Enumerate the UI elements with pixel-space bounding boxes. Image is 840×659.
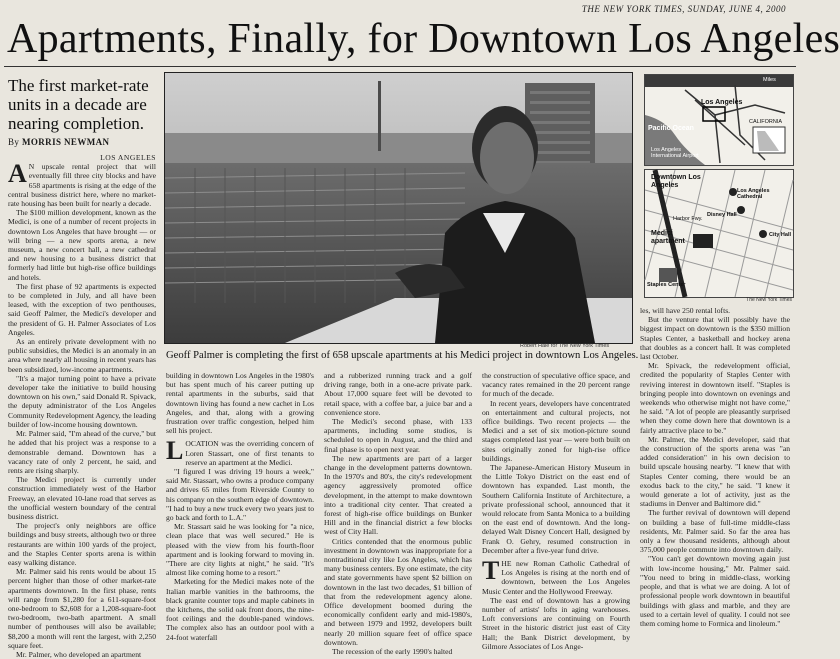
section-lead: LOCATION was the overriding concern of Loren Stassart, one of first tenants to reserve an apartment at the Medici. (166, 436, 314, 467)
paragraph: Mr. Palmer said his rents would be about 15 percent higher than those of other market-rate apartments downtown. In the first phase, rents will range from $1,280 for a 611-square-foot one-bedroom to $2,608 for a 1,208-square-foot two-bedroom, two-bath apartment. A small number of penthouses will also be available; $8,200 a month will rent the largest, with 2,250 square feet. (8, 567, 156, 650)
paragraph: "It's a major turning point to have a private developer take the initiative to build housing downtown on his own," said Donald R. Spivack, the deputy administrator of the Los Angeles Community Redevelopment Agency, the leading builder of low-income housing downtown. (8, 373, 156, 429)
downtown-map (644, 169, 794, 298)
column-1 (8, 153, 156, 659)
paragraph: The Japanese-American History Museum in the Little Tokyo District on the east end of downtown has expanded. Last month, the Southern California Institute of Architecture, a private professional school, announced that it would relocate from Santa Monica to a building on the east end of downtown. And the long-delayed Walt Disney Concert Hall, designed by Frank O. Gehry, resumed construction in December after a five-year fund drive. (482, 463, 630, 555)
paragraph: building in downtown Los Angeles in the 1980's but has spent much of his career putting up rental apartments in the suburbs, said that downtown living has found a new cachet in Los Angeles, and that, along with a growing frustration over traffic congestion, helped him sell his project. (166, 371, 314, 436)
map1-label-miles: Miles (763, 77, 776, 83)
dateline: LOS ANGELES (100, 153, 156, 162)
paragraph: The first phase of 92 apartments is expected to be completed in July, and all have been leased, with the exception of two penthouses, said Geoff Palmer, the Medici's developer and the president of G. H. Palmer Associates of Los Angeles. (8, 281, 156, 337)
paragraph: les, will have 250 rental lofts. (640, 306, 731, 315)
paragraph: Mr. Palmer said, "I'm ahead of the curve," but he added that his project was a response to a demonstrable demand. Downtown has a vacancy rate of only 2 percent, he said, and rents are rising sharply. (8, 429, 156, 475)
map2-label-disney-hall: Disney Hall (707, 212, 737, 218)
map2-label-city-hall: City Hall (769, 232, 792, 238)
paragraph: Mr. Spivack, the redevelopment official, credited the popularity of Staples Center with reviving interest in downtown itself. "Staples is bringing people into downtown on evenings and weekends who otherwise might not have come," he said. "A lot of people are pleasantly surprised when they come down here that downtown is a fairly attractive place to be." (640, 361, 790, 435)
photo-caption: Geoff Palmer is completing the first of 658 upscale apartments at his Medici project in downtown Los Angeles. (166, 350, 639, 361)
photo-illustration (165, 73, 632, 343)
paragraph: The east end of downtown has a growing number of artists' lofts in aging warehouses. Loft conversions are continuing on Fourth Street in the historic district just east of City Hall; the Bank District development, by Gilmore Associates of Los Ange- (482, 595, 630, 651)
section-lead: THE new Roman Catholic Cathedral of Los Angeles is rising at the north end of downtown, between the Los Angeles Music Center and the Hollywood Freeway. (482, 556, 630, 596)
map1-label-airport: Los Angeles International Airport (651, 147, 699, 159)
map1-label-la: Los Angeles (701, 99, 743, 106)
map2-label-staples: Staples Center (647, 282, 686, 288)
headline-rule (4, 66, 796, 67)
paragraph: Mr. Stassart said he was looking for "a nice, clean place that was well secured." He is pleased with the view from his fourth-floor apartment and is looking forward to moving in. "There are city lights at night," he said. "It's almost like coming home to a resort." (166, 522, 314, 578)
map2-label-downtown: Downtown Los Angeles (651, 174, 701, 189)
column-3 (324, 371, 472, 657)
paragraph: The Medici's second phase, with 133 apartments, including some studios, is scheduled to open in August, and the third and final phase is to open next year. (324, 417, 472, 454)
paragraph: "I figured I was driving 19 hours a week," said Mr. Stassart, who owns a produce company and drives 65 miles from Riverside County to his company on the southern edge of downtown. "I had to buy a new truck every two years just to go back and forth to L.A." (166, 467, 314, 523)
paragraph: The new apartments are part of a larger change in the development patterns downtown. In the 1970's and 80's, the city's redevelopment agency aggressively promoted office development, in the attempt to make downtown into a traditional city center. That created a forest of high-rise office buildings on Bunker Hill and in the financial district a few blocks west of City Hall. (324, 453, 472, 537)
dropcap: T (482, 556, 500, 586)
paragraph: The project's only neighbors are office buildings and busy streets, although two or three restaurants are within 100 yards of the project, and the Staples Center sports arena is within easy walking distance. (8, 521, 156, 567)
deck: The first market-rate units in a decade are nearing completion. (8, 76, 149, 133)
paragraph: Mr. Palmer, the Medici developer, said that the construction of the sports arena was "an added consideration" in his own decision to build upscale housing nearby. "I knew that with Staples Center coming, there would be an exodus back to the city," he said. "I knew it would generate a lot of activity, just as the stadiums in Denver and Baltimore did." (640, 434, 790, 509)
paragraph: and a rubberized running track and a golf driving range, both in a one-acre private park. About 17,000 square feet will be devoted to retail space, with a coffee bar, a juice bar and a convenience store. (324, 371, 472, 417)
map1-label-california: CALIFORNIA (749, 119, 783, 125)
map2-label-harbor-fwy: Harbor Fwy. (673, 216, 703, 222)
column-5 (640, 306, 790, 635)
byline-prefix: By (8, 137, 20, 147)
map1-label-pacific: Pacific Ocean (648, 125, 694, 132)
column-4 (482, 371, 630, 651)
map-credit: The New York Times (746, 297, 792, 303)
headline: Apartments, Finally, for Downtown Los Angeles (7, 16, 840, 62)
column-2 (166, 371, 314, 642)
paragraph: Mr. Palmer, who developed an apartment (16, 649, 142, 659)
paragraph: The $100 million development, known as the Medici, is one of a number of recent projects in downtown Los Angeles that have brought — or will bring — a new sports arena, a new museum, a new concert hall, a new cathedral and new housing to a business district that formerly had little but high-rise office buildings and hotels. (8, 208, 156, 282)
photo-geoff-palmer (164, 72, 633, 344)
photo-credit: Robert Hale for The New York Times (520, 343, 610, 349)
lead-paragraph: A N upscale rental project that will eventually fill three city blocks and have 658 apartments is rising at the edge of the central business district here, where no market-rate housing has been built for nearly a decade. (8, 159, 156, 209)
paragraph: Marketing for the Medici makes note of the Italian marble vanities in the bathrooms, the black granite counter tops and maple cabinets in the kitchens, the solid oak front doors, the nine-foot ceilings and the double-paned windows. The complex also has an outdoor pool with a 24-foot waterfall (166, 577, 314, 642)
map2-label-cathedral: Los Angeles Cathedral (737, 188, 770, 200)
paragraph: "You can't get downtown moving again just with low-income housing," Mr. Palmer said. "You need to bring in middle-class, working people, and that is what we are doing. A lot of professional people work downtown in beautiful buildings with glass and marble, and they are used to a certain level of quality. I could not see them coming home to Formica and linoleum." (640, 554, 790, 628)
dropcap: A (8, 159, 27, 189)
paragraph: the construction of speculative office space, and vacancy rates remained in the 20 percent range for much of the decade. (482, 371, 630, 399)
regional-map (644, 74, 794, 166)
map2-label-medici: Medici apartment (651, 230, 685, 245)
dropcap: L (166, 436, 184, 466)
maps-panel (644, 74, 792, 304)
paragraph: The recession of the early 1990's halted (332, 647, 453, 657)
paragraph: In recent years, developers have concentrated on entertainment and cultural projects, not office buildings. Two recent projects — the Medici and a set of six motion-picture sound stages completed last year — were both built on sites originally zoned for high-rise office buildings. (482, 398, 630, 463)
paragraph: But the venture that will possibly have the biggest impact on downtown is the $350 million Staples Center, a basketball and hockey arena that doubles as a concert hall. It was completed last October. (640, 315, 790, 362)
byline-name: MORRIS NEWMAN (21, 137, 110, 147)
paragraph: The further revival of downtown will depend on building a base of full-time middle-class residents, Mr. Palmer said. So far the area has only a few thousand residents, although about 375,000 people commute into downtown daily. (640, 508, 790, 555)
paragraph: As an entirely private development with no public subsidies, the Medici is an anomaly in an area where nearly all housing in recent years has been subsidized, low-income apartments. (8, 337, 156, 374)
byline (8, 137, 109, 147)
paragraph: Critics contended that the enormous public investment in downtown was inappropriate for a nontraditional city like Los Angeles, which has many business centers. By one estimate, the city and state governments have spent $2 billion on downtown in the last two decades, $1 billion of that from the redevelopment agency alone. Office development boomed during the economically confident early and mid-1980's, and between 1979 and 1992, developers built nearly 20 million square feet of office space downtown. (324, 536, 472, 647)
folio: THE NEW YORK TIMES, SUNDAY, JUNE 4, 2000 (581, 4, 786, 14)
paragraph: The Medici project is currently under construction immediately west of the Harbor Freeway, an elevated 10-lane road that serves as the unofficial western boundary of the central business district. (8, 475, 156, 521)
